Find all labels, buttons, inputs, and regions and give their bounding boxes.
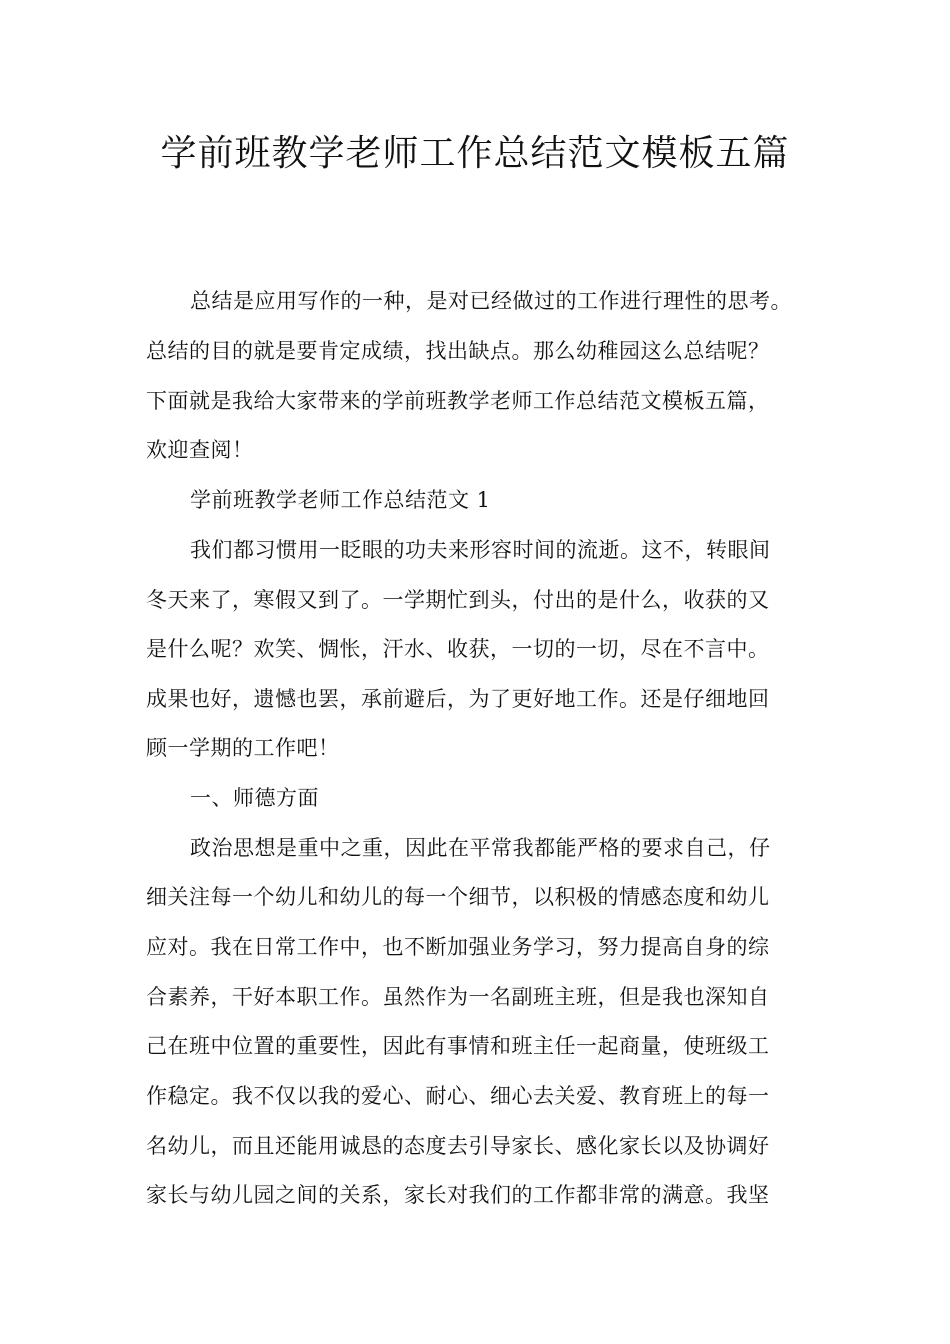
paragraph-line: 名幼儿，而且还能用诚恳的态度去引导家长、感化家长以及协调好 [146, 1134, 770, 1158]
paragraph-line: 顾一学期的工作吧！ [146, 736, 340, 760]
paragraph-line: 政治思想是重中之重，因此在平常我都能严格的要求自己，仔 [190, 836, 771, 860]
paragraph-line: 细关注每一个幼儿和幼儿的每一个细节，以积极的情感态度和幼儿 [146, 885, 770, 909]
paragraph-line: 己在班中位置的重要性，因此有事情和班主任一起商量，使班级工 [146, 1034, 770, 1058]
paragraph-line: 总结是应用写作的一种，是对已经做过的工作进行理性的思考。 [190, 289, 792, 313]
document-title: 学前班教学老师工作总结范文模板五篇 [160, 133, 790, 174]
paragraph-line: 下面就是我给大家带来的学前班教学老师工作总结范文模板五篇， [146, 389, 770, 413]
paragraph-line: 成果也好，遗憾也罢，承前避后，为了更好地工作。还是仔细地回 [146, 687, 770, 711]
paragraph-line: 欢迎查阅！ [146, 438, 254, 462]
paragraph-line: 冬天来了，寒假又到了。一学期忙到头，付出的是什么，收获的又 [146, 588, 770, 612]
paragraph-line: 我们都习惯用一眨眼的功夫来形容时间的流逝。这不，转眼间 [190, 538, 771, 562]
section-heading: 一、师德方面 [190, 786, 319, 810]
paragraph-line: 总结的目的就是要肯定成绩，找出缺点。那么幼稚园这么总结呢？ [146, 339, 770, 363]
section-heading: 学前班教学老师工作总结范文 1 [190, 488, 491, 512]
paragraph-line: 家长与幼儿园之间的关系，家长对我们的工作都非常的满意。我坚 [146, 1183, 770, 1207]
paragraph-line: 是什么呢？欢笑、惆怅，汗水、收获，一切的一切，尽在不言中。 [146, 637, 770, 661]
paragraph-line: 应对。我在日常工作中，也不断加强业务学习，努力提高自身的综 [146, 935, 770, 959]
paragraph-line: 合素养，干好本职工作。虽然作为一名副班主班，但是我也深知自 [146, 985, 770, 1009]
paragraph-line: 作稳定。我不仅以我的爱心、耐心、细心去关爱、教育班上的每一 [146, 1084, 770, 1108]
